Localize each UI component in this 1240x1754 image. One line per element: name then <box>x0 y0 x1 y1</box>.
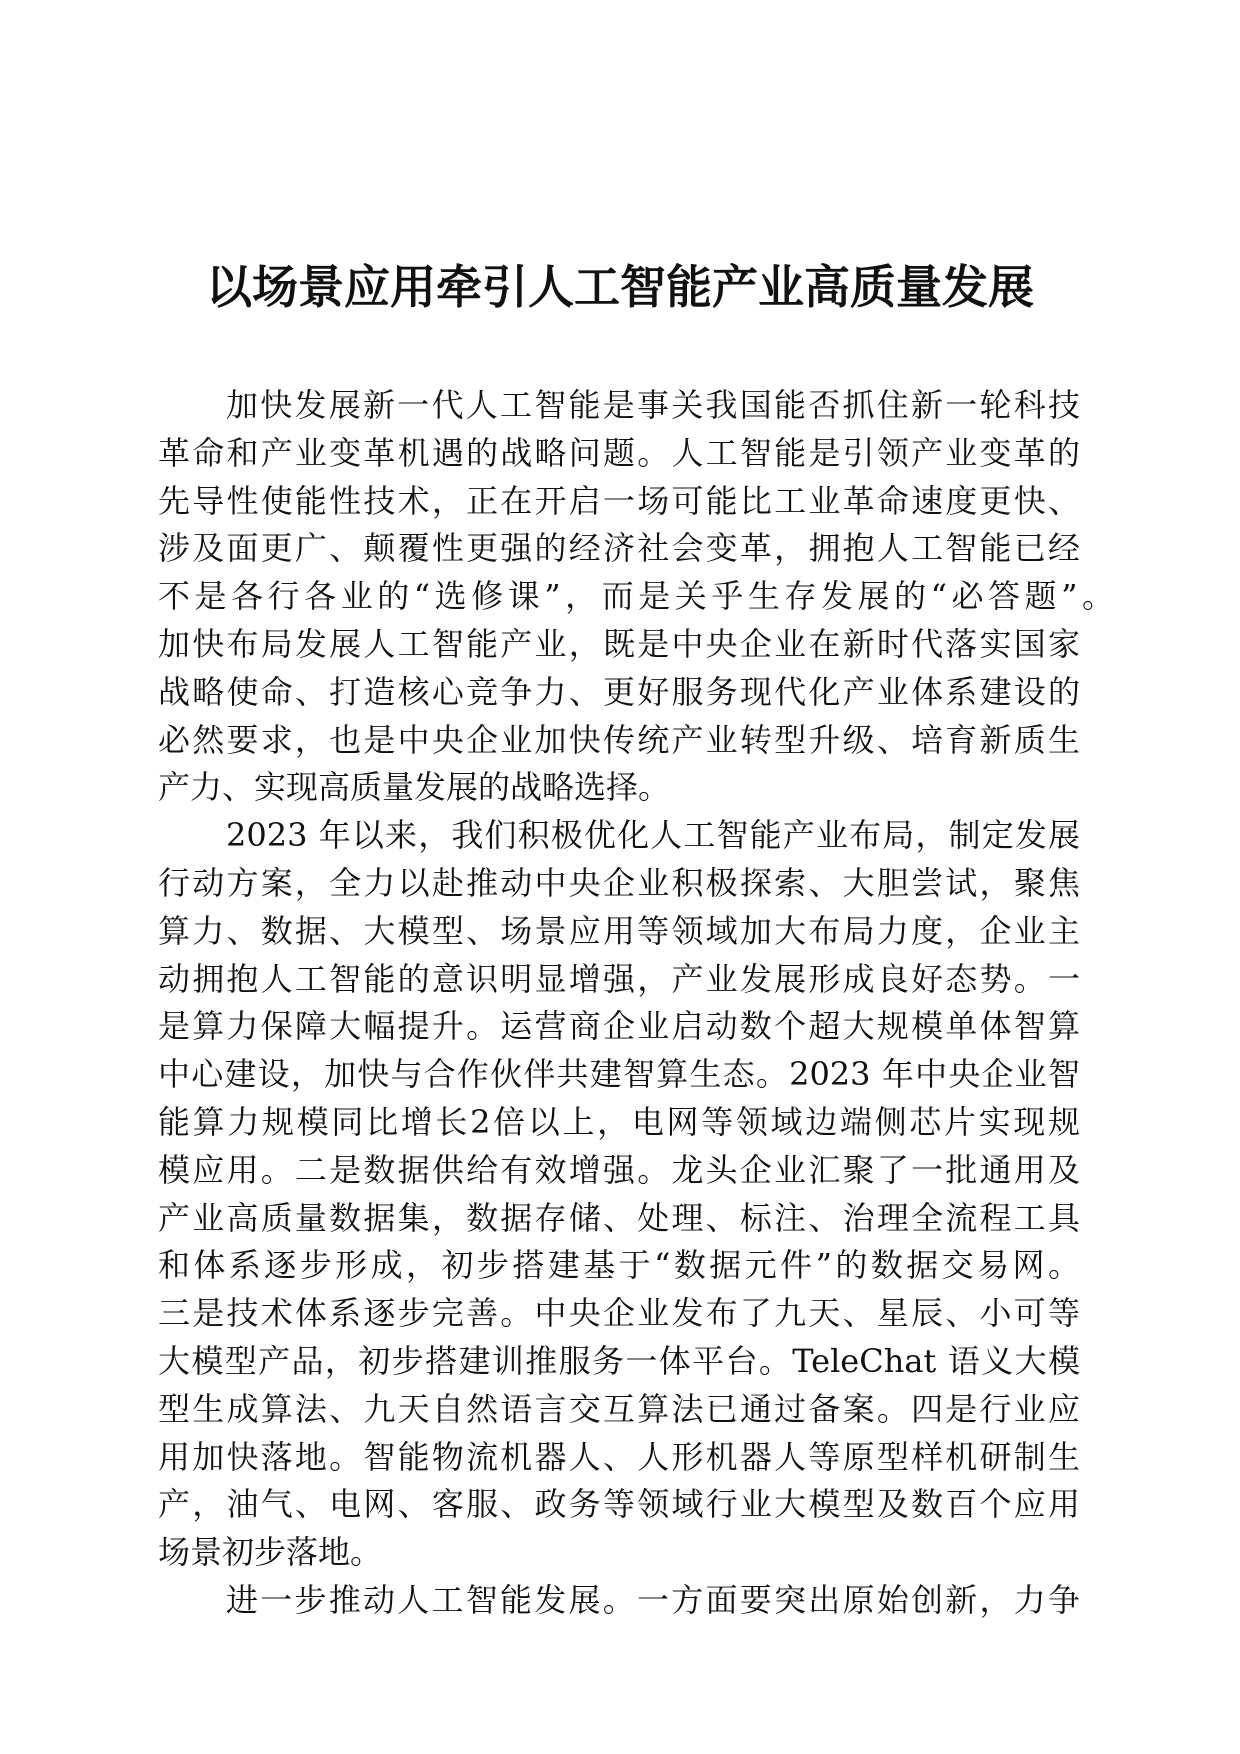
paragraph-line: 革命和产业变革机遇的战略问题。人工智能是引领产业变革的 <box>158 433 1080 472</box>
paragraph-line: 加快布局发展人工智能产业，既是中央企业在新时代落实国家 <box>158 624 1080 663</box>
paragraph-line: 产，油气、电网、客服、政务等领域行业大模型及数百个应用 <box>158 1485 1080 1524</box>
paragraph-line: 加快发展新一代人工智能是事关我国能否抓住新一轮科技 <box>226 386 1080 424</box>
paragraph-line: 大模型产品，初步搭建训推服务一体平台。TeleChat 语义大模 <box>158 1341 1080 1380</box>
document-body <box>158 382 1114 1625</box>
paragraph-line: 产业高质量数据集，数据存储、处理、标注、治理全流程工具 <box>158 1198 1080 1237</box>
paragraph-line: 2023 年以来，我们积极优化人工智能产业布局，制定发展 <box>226 816 1080 855</box>
paragraph-line: 行动方案，全力以赴推动中央企业积极探索、大胆尝试，聚焦 <box>158 863 1080 902</box>
paragraph-line: 不是各行各业的“选修课”，而是关乎生存发展的“必答题”。 <box>158 577 1114 616</box>
paragraph-line: 动拥抱人工智能的意识明显增强，产业发展形成良好态势。一 <box>158 959 1080 998</box>
paragraph-line: 进一步推动人工智能发展。一方面要突出原始创新，力争 <box>226 1580 1080 1619</box>
paragraph-line: 涉及面更广、颠覆性更强的经济社会变革，拥抱人工智能已经 <box>158 529 1080 568</box>
paragraph-1 <box>158 382 1114 812</box>
paragraph-line: 中心建设，加快与合作伙伴共建智算生态。2023 年中央企业智 <box>158 1055 1080 1094</box>
paragraph-line: 场景初步落地。 <box>158 1533 383 1572</box>
paragraph-line: 是算力保障大幅提升。运营商企业启动数个超大规模单体智算 <box>158 1007 1080 1046</box>
document-title: 以场景应用牵引人工智能产业高质量发展 <box>206 260 1034 314</box>
paragraph-line: 算力、数据、大模型、场景应用等领域加大布局力度，企业主 <box>158 911 1080 950</box>
paragraph-line: 产力、实现高质量发展的战略选择。 <box>158 768 671 807</box>
paragraph-2 <box>158 812 1080 1577</box>
paragraph-3 <box>158 1577 1080 1625</box>
paragraph-line: 和体系逐步形成，初步搭建基于“数据元件”的数据交易网。 <box>158 1246 1080 1285</box>
paragraph-line: 用加快落地。智能物流机器人、人形机器人等原型样机研制生 <box>158 1437 1080 1476</box>
paragraph-line: 必然要求，也是中央企业加快传统产业转型升级、培育新质生 <box>158 720 1080 759</box>
paragraph-line: 型生成算法、九天自然语言交互算法已通过备案。四是行业应 <box>158 1389 1080 1428</box>
paragraph-line: 能算力规模同比增长2倍以上，电网等领域边端侧芯片实现规 <box>158 1102 1080 1141</box>
paragraph-line: 战略使命、打造核心竞争力、更好服务现代化产业体系建设的 <box>158 672 1080 711</box>
paragraph-line: 先导性使能性技术，正在开启一场可能比工业革命速度更快、 <box>158 481 1080 520</box>
paragraph-line: 三是技术体系逐步完善。中央企业发布了九天、星辰、小可等 <box>158 1294 1080 1333</box>
paragraph-line: 模应用。二是数据供给有效增强。龙头企业汇聚了一批通用及 <box>158 1150 1080 1189</box>
